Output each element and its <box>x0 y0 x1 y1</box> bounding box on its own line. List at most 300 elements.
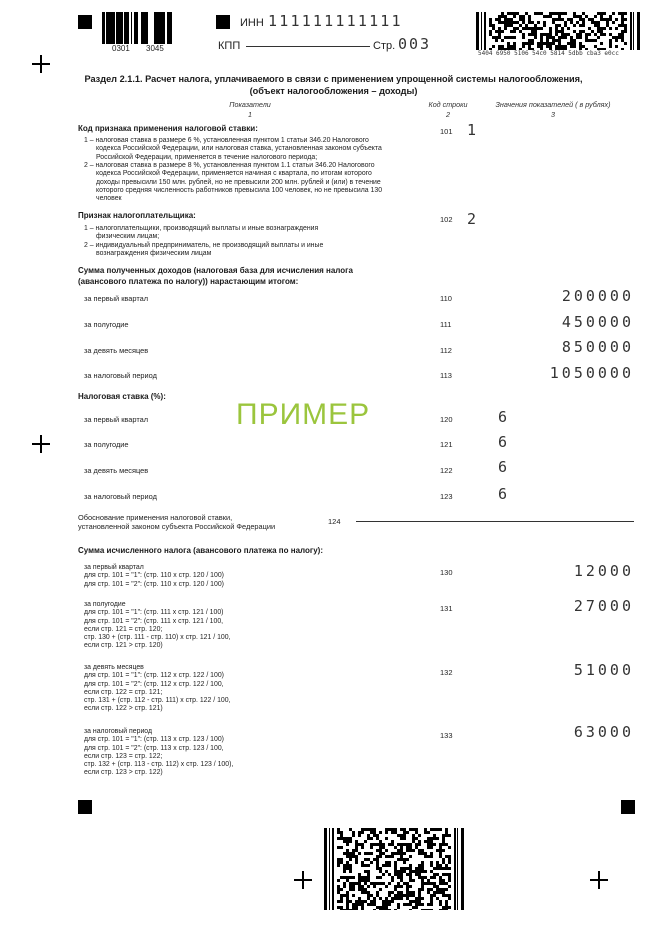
barcode-cell <box>355 846 358 849</box>
barcode-cell <box>376 867 379 870</box>
line-code-122: 122 <box>440 466 453 475</box>
barcode-cell <box>501 15 504 18</box>
barcode-cell <box>489 33 492 36</box>
rate-heading: Налоговая ставка (%): <box>78 392 166 401</box>
barcode-cell <box>445 855 448 858</box>
barcode-cell <box>448 885 451 888</box>
barcode-bar <box>156 12 157 44</box>
barcode-cell <box>430 888 433 891</box>
barcode-cell <box>376 891 379 894</box>
value-133: 63000 <box>573 723 634 741</box>
barcode-cell <box>624 12 627 15</box>
barcode-cell <box>448 861 451 864</box>
barcode-cell <box>418 897 421 900</box>
barcode-cell <box>397 894 400 897</box>
barcode-cell <box>436 891 439 894</box>
barcode-cell <box>519 15 522 18</box>
barcode-cell <box>412 891 415 894</box>
barcode-cell <box>418 888 421 891</box>
registration-cross-icon <box>32 435 50 453</box>
barcode-cell <box>400 849 403 852</box>
barcode-cell <box>373 900 376 903</box>
barcode-cell <box>352 831 355 834</box>
barcode-cell <box>427 909 430 910</box>
barcode-cell <box>433 876 436 879</box>
barcode-cell <box>445 867 448 870</box>
barcode-cell <box>340 876 343 879</box>
barcode-cell <box>361 885 364 888</box>
barcode-cell <box>498 18 501 21</box>
barcode-cell <box>624 42 627 45</box>
barcode-cell <box>525 12 528 15</box>
barcode-cell <box>406 873 409 876</box>
section-title-line1: Раздел 2.1.1. Расчет налога, уплачиваемого в связи с применением упрощенной системы налогообложения, <box>84 74 583 84</box>
barcode-bar <box>163 12 165 44</box>
barcode-cell <box>394 870 397 873</box>
barcode-cell <box>442 879 445 882</box>
barcode-cell <box>391 891 394 894</box>
barcode-cell <box>340 900 343 903</box>
barcode-cell <box>370 894 373 897</box>
barcode-guard-bar <box>484 12 486 50</box>
barcode-cell <box>439 843 442 846</box>
barcode-cell <box>421 897 424 900</box>
barcode-cell <box>346 903 349 906</box>
barcode-cell <box>433 867 436 870</box>
barcode-cell <box>570 18 573 21</box>
barcode-cell <box>540 39 543 42</box>
barcode-cell <box>439 909 442 910</box>
barcode-cell <box>597 30 600 33</box>
barcode-cell <box>621 48 624 50</box>
barcode-cell <box>358 843 361 846</box>
barcode-cell <box>498 30 501 33</box>
barcode-cell <box>621 30 624 33</box>
barcode-cell <box>403 852 406 855</box>
barcode-bar <box>125 12 127 44</box>
barcode-cell <box>594 24 597 27</box>
barcode-cell <box>355 858 358 861</box>
barcode-cell <box>439 846 442 849</box>
barcode-cell <box>585 39 588 42</box>
barcode-cell <box>609 39 612 42</box>
barcode-cell <box>418 876 421 879</box>
barcode-bar <box>158 12 161 44</box>
barcode-cell <box>361 864 364 867</box>
barcode-cell <box>513 45 516 48</box>
barcode-cell <box>379 852 382 855</box>
barcode-cell <box>513 36 516 39</box>
barcode-cell <box>418 843 421 846</box>
barcode-cell <box>531 39 534 42</box>
barcode-cell <box>582 21 585 24</box>
barcode-cell <box>376 906 379 909</box>
barcode-cell <box>543 24 546 27</box>
barcode-cell <box>406 888 409 891</box>
barcode-cell <box>364 888 367 891</box>
barcode-cell <box>436 861 439 864</box>
barcode-cell <box>340 834 343 837</box>
barcode-cell <box>352 834 355 837</box>
barcode-cell <box>358 903 361 906</box>
barcode-cell <box>346 891 349 894</box>
registration-cross-icon <box>294 871 312 889</box>
barcode-cell <box>555 33 558 36</box>
barcode-cell <box>406 897 409 900</box>
barcode-cell <box>409 855 412 858</box>
barcode-cell <box>376 864 379 867</box>
barcode-cell <box>376 849 379 852</box>
barcode-cell <box>394 828 397 831</box>
barcode-cell <box>424 831 427 834</box>
barcode-cell <box>355 855 358 858</box>
barcode-cell <box>609 27 612 30</box>
barcode-cell <box>406 831 409 834</box>
barcode-cell <box>427 891 430 894</box>
barcode-cell <box>537 21 540 24</box>
barcode-cell <box>579 45 582 48</box>
barcode-cell <box>513 27 516 30</box>
tax-heading: Сумма исчисленного налога (авансового платежа по налогу): <box>78 546 323 555</box>
barcode-cell <box>555 18 558 21</box>
barcode-bar <box>111 12 112 44</box>
barcode-cell <box>376 843 379 846</box>
barcode-cell <box>513 21 516 24</box>
barcode-cell <box>343 882 346 885</box>
barcode-cell <box>621 15 624 18</box>
barcode-cell <box>427 846 430 849</box>
barcode-cell <box>445 864 448 867</box>
barcode-cell <box>439 900 442 903</box>
value-112: 850000 <box>561 338 634 356</box>
barcode-cell <box>352 885 355 888</box>
barcode-cell <box>358 879 361 882</box>
barcode-cell <box>567 42 570 45</box>
rate-sign-option-1: 1 – налоговая ставка в размере 6 %, установленная пунктом 1 статьи 346.20 Налогового кодекса Российской Федерации, или налоговая ставка, установленная законом субъекта Российской Федерации, применяется в течение налогового периода; <box>84 137 382 161</box>
barcode-bar <box>136 12 137 44</box>
barcode-cell <box>588 33 591 36</box>
barcode-cell <box>558 42 561 45</box>
barcode-cell <box>403 882 406 885</box>
barcode-cell <box>388 873 391 876</box>
barcode-cell <box>439 852 442 855</box>
barcode-cell <box>400 828 403 831</box>
barcode-bar <box>124 12 125 44</box>
barcode-cell <box>382 906 385 909</box>
barcode-cell <box>391 852 394 855</box>
barcode-cell <box>531 42 534 45</box>
barcode-cell <box>418 873 421 876</box>
barcode-cell <box>585 15 588 18</box>
barcode-number-right: 3045 <box>146 44 164 53</box>
barcode-cell <box>418 849 421 852</box>
barcode-cell <box>358 885 361 888</box>
barcode-cell <box>618 24 621 27</box>
barcode-cell <box>391 843 394 846</box>
barcode-cell <box>382 900 385 903</box>
barcode-cell <box>504 36 507 39</box>
barcode-cell <box>388 828 391 831</box>
barcode-cell <box>427 882 430 885</box>
barcode-cell <box>415 873 418 876</box>
barcode-cell <box>346 840 349 843</box>
value-120: 6 <box>498 408 508 426</box>
barcode-cell <box>415 846 418 849</box>
barcode-cell <box>382 843 385 846</box>
barcode-cell <box>436 864 439 867</box>
barcode-cell <box>361 843 364 846</box>
barcode-cell <box>585 36 588 39</box>
value-111: 450000 <box>561 313 634 331</box>
rate-row-label: за налоговый период <box>84 492 157 501</box>
barcode-cell <box>373 828 376 831</box>
barcode-cell <box>349 867 352 870</box>
rate-sign-option-2: 2 – налоговая ставка в размере 8 %, установленная пунктом 1.1 статьи 346.20 Налогового кодекса Российской Федерации, применяется начиная с квартала, по итогам которого доходы превысили 150 млн. рублей, но не превысили 200 млн. рублей и (или) в течение которого средняя численность работников превысила 100 человек, но не превысила 130 человек <box>84 162 383 203</box>
barcode-cell <box>540 45 543 48</box>
barcode-cell <box>621 33 624 36</box>
value-122: 6 <box>498 458 508 476</box>
barcode-cell <box>555 45 558 48</box>
barcode-cell <box>528 21 531 24</box>
barcode-cell <box>400 873 403 876</box>
barcode-cell <box>594 21 597 24</box>
barcode-cell <box>418 867 421 870</box>
barcode-cell <box>522 18 525 21</box>
barcode-cell <box>367 852 370 855</box>
barcode-cell <box>418 840 421 843</box>
barcode-cell <box>349 882 352 885</box>
barcode-cell <box>597 27 600 30</box>
barcode-cell <box>510 30 513 33</box>
barcode-bar <box>134 12 136 44</box>
barcode-cell <box>579 30 582 33</box>
barcode-cell <box>394 864 397 867</box>
barcode-cell <box>582 24 585 27</box>
barcode-cell <box>418 894 421 897</box>
barcode-cell <box>340 897 343 900</box>
barcode-cell <box>406 885 409 888</box>
barcode-cell <box>355 900 358 903</box>
barcode-cell <box>606 24 609 27</box>
barcode-cell <box>391 828 394 831</box>
barcode-cell <box>337 864 340 867</box>
barcode-cell <box>615 45 618 48</box>
barcode-cell <box>346 876 349 879</box>
barcode-cell <box>349 870 352 873</box>
barcode-cell <box>498 15 501 18</box>
barcode-cell <box>406 903 409 906</box>
barcode-cell <box>427 831 430 834</box>
barcode-cell <box>379 909 382 910</box>
barcode-cell <box>525 42 528 45</box>
barcode-cell <box>409 894 412 897</box>
barcode-guard-bar <box>332 828 334 910</box>
barcode-cell <box>349 888 352 891</box>
barcode-cell <box>415 867 418 870</box>
barcode-cell <box>337 831 340 834</box>
line-code-130: 130 <box>440 568 453 577</box>
barcode-cell <box>564 45 567 48</box>
barcode-cell <box>561 45 564 48</box>
barcode-cell <box>394 885 397 888</box>
barcode-cell <box>364 840 367 843</box>
barcode-cell <box>510 36 513 39</box>
barcode-cell <box>600 18 603 21</box>
barcode-cell <box>379 870 382 873</box>
barcode-bar <box>142 12 143 44</box>
barcode-cell <box>376 876 379 879</box>
barcode-cell <box>349 837 352 840</box>
line-code-121: 121 <box>440 440 453 449</box>
barcode-cell <box>400 843 403 846</box>
barcode-bar <box>145 12 146 44</box>
column-header-code: Код строки <box>428 100 468 109</box>
barcode-cell <box>382 903 385 906</box>
barcode-cell <box>409 891 412 894</box>
barcode-cell <box>433 885 436 888</box>
barcode-cell <box>504 27 507 30</box>
barcode-cell <box>430 909 433 910</box>
barcode-cell <box>385 861 388 864</box>
barcode-cell <box>609 33 612 36</box>
barcode-cell <box>385 837 388 840</box>
barcode-cell <box>600 30 603 33</box>
barcode-cell <box>409 828 412 831</box>
barcode-cell <box>385 831 388 834</box>
barcode-cell <box>552 12 555 15</box>
barcode-cell <box>388 861 391 864</box>
barcode-cell <box>409 864 412 867</box>
barcode-cell <box>540 33 543 36</box>
barcode-cell <box>352 909 355 910</box>
barcode-left <box>102 12 172 44</box>
barcode-cell <box>433 843 436 846</box>
barcode-cell <box>349 909 352 910</box>
barcode-bar <box>167 12 169 44</box>
barcode-cell <box>528 33 531 36</box>
barcode-cell <box>433 873 436 876</box>
barcode-cell <box>412 894 415 897</box>
barcode-cell <box>337 900 340 903</box>
barcode-cell <box>346 852 349 855</box>
barcode-cell <box>415 843 418 846</box>
barcode-cell <box>337 828 340 831</box>
barcode-cell <box>367 834 370 837</box>
barcode-cell <box>400 891 403 894</box>
barcode-cell <box>367 873 370 876</box>
barcode-cell <box>576 15 579 18</box>
barcode-cell <box>415 831 418 834</box>
barcode-cell <box>337 861 340 864</box>
barcode-cell <box>421 909 424 910</box>
barcode-cell <box>534 24 537 27</box>
barcode-cell <box>418 870 421 873</box>
barcode-cell <box>537 45 540 48</box>
barcode-cell <box>585 33 588 36</box>
barcode-cell <box>573 45 576 48</box>
barcode-cell <box>373 909 376 910</box>
barcode-cell <box>364 828 367 831</box>
barcode-cell <box>355 861 358 864</box>
barcode-cell <box>603 12 606 15</box>
barcode-cell <box>421 861 424 864</box>
barcode-cell <box>391 831 394 834</box>
barcode-cell <box>445 909 448 910</box>
barcode-cell <box>337 837 340 840</box>
barcode-cell <box>397 852 400 855</box>
corner-marker-top-mid <box>216 15 230 29</box>
barcode-cell <box>358 876 361 879</box>
barcode-cell <box>504 18 507 21</box>
barcode-cell <box>555 24 558 27</box>
barcode-cell <box>418 891 421 894</box>
value-132: 51000 <box>573 661 634 679</box>
barcode-cell <box>346 849 349 852</box>
barcode-cell <box>546 45 549 48</box>
barcode-cell <box>609 18 612 21</box>
income-heading-line2: (авансового платежа по налогу)) нарастающим итогом: <box>78 277 299 286</box>
example-watermark: ПРИМЕР <box>236 398 371 431</box>
barcode-cell <box>624 24 627 27</box>
barcode-cell <box>522 36 525 39</box>
income-row-label: за девять месяцев <box>84 346 149 355</box>
barcode-cell <box>582 12 585 15</box>
barcode-bar <box>161 12 163 44</box>
barcode-cell <box>403 843 406 846</box>
barcode-cell <box>367 897 370 900</box>
barcode-cell <box>561 33 564 36</box>
barcode-cell <box>367 876 370 879</box>
barcode-cell <box>624 27 627 30</box>
barcode-cell <box>409 876 412 879</box>
barcode-cell <box>549 12 552 15</box>
barcode-cell <box>343 885 346 888</box>
barcode-cell <box>349 858 352 861</box>
barcode-cell <box>510 18 513 21</box>
barcode-cell <box>546 42 549 45</box>
barcode-cell <box>403 831 406 834</box>
barcode-cell <box>349 855 352 858</box>
barcode-cell <box>421 903 424 906</box>
barcode-cell <box>448 876 451 879</box>
barcode-cell <box>489 24 492 27</box>
barcode-cell <box>448 894 451 897</box>
barcode-cell <box>507 18 510 21</box>
barcode-cell <box>346 894 349 897</box>
barcode-cell <box>346 861 349 864</box>
income-heading-line1: Сумма полученных доходов (налоговая база для исчисления налога <box>78 266 353 275</box>
barcode-cell <box>558 30 561 33</box>
barcode-cell <box>424 855 427 858</box>
barcode-cell <box>579 24 582 27</box>
barcode-cell <box>534 36 537 39</box>
barcode-cell <box>370 852 373 855</box>
barcode-cell <box>406 849 409 852</box>
barcode-cell <box>412 834 415 837</box>
barcode-cell <box>615 18 618 21</box>
barcode-cell <box>409 849 412 852</box>
barcode-cell <box>409 867 412 870</box>
barcode-cell <box>346 879 349 882</box>
barcode-cell <box>421 849 424 852</box>
barcode-cell <box>549 15 552 18</box>
barcode-cell <box>519 24 522 27</box>
barcode-cell <box>433 894 436 897</box>
barcode-cell <box>340 909 343 910</box>
barcode-cell <box>397 873 400 876</box>
barcode-cell <box>591 21 594 24</box>
barcode-bar <box>169 12 172 44</box>
